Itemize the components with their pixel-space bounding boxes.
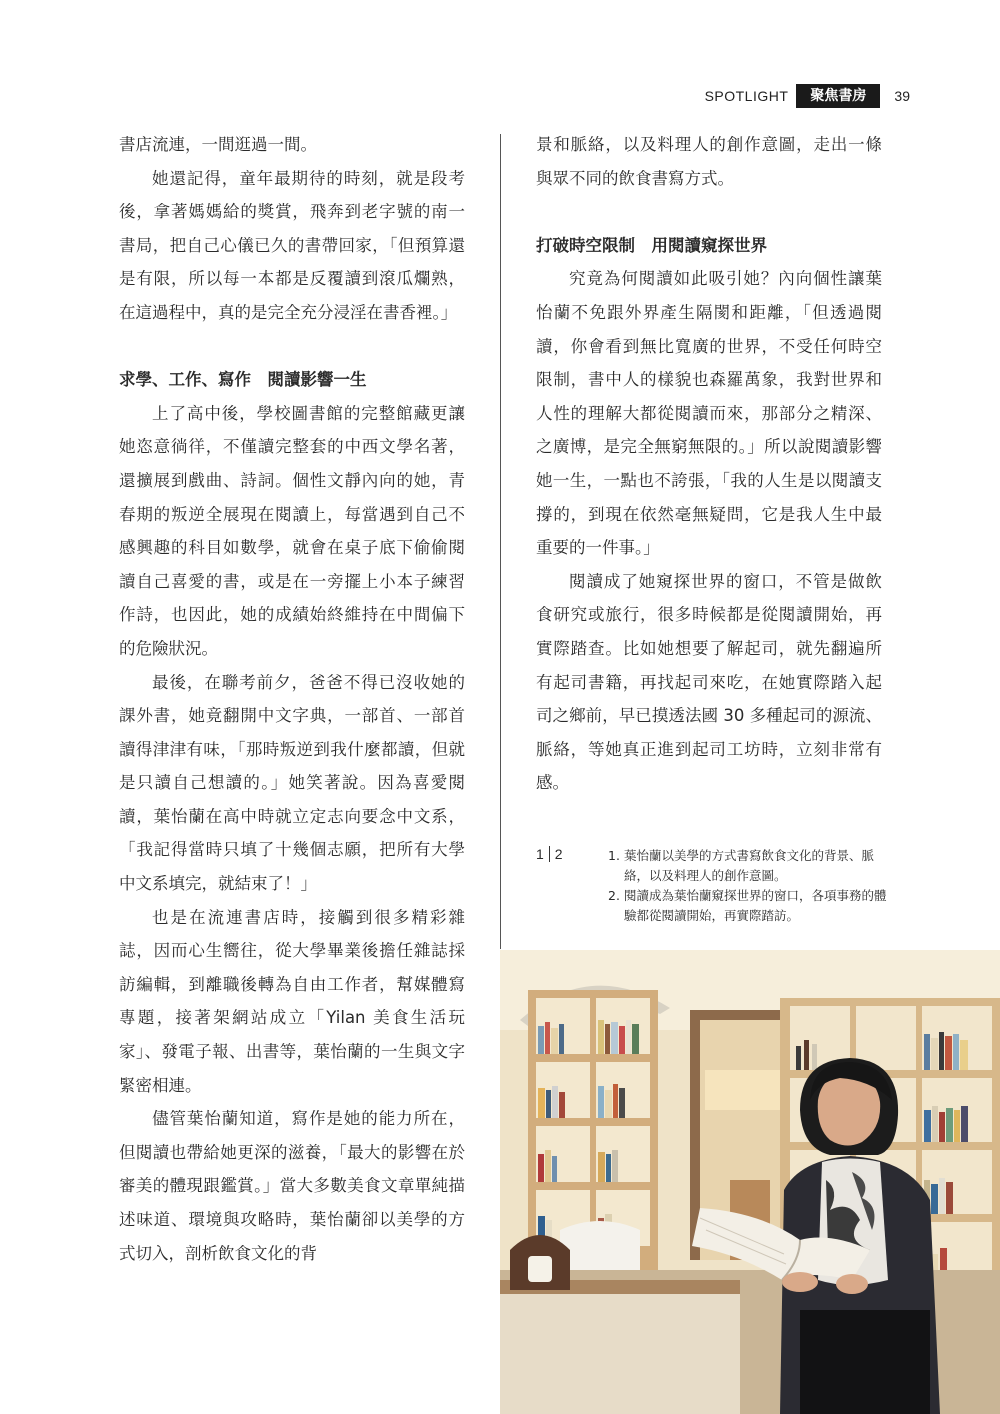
column-divider xyxy=(500,134,501,949)
caption-item: 1. 葉怡蘭以美學的方式書寫飲食文化的背景、脈絡，以及料理人的創作意圖。 xyxy=(608,848,875,883)
section-heading: 打破時空限制 用閱讀窺探世界 xyxy=(536,235,767,255)
section-label: SPOTLIGHT xyxy=(704,88,789,104)
photo-woman-reading-in-library xyxy=(500,950,1000,1414)
column-name-badge: 聚焦書房 xyxy=(796,84,880,108)
paragraph: 景和脈絡，以及料理人的創作意圖，走出一條與眾不同的飲食書寫方式。 xyxy=(536,135,882,188)
paragraph: 上了高中後，學校圖書館的完整館藏更讓她恣意徜徉，不僅讀完整套的中西文學名著，還擴展到戲曲、詩詞。個性文靜內向的她，青春期的叛逆全展現在閱讀上，每當遇到自己不感興趣的科目如數學，就會在桌子底下偷偷閱讀自己喜愛的書，或是在一旁擺上小本子練習作詩，也因此，她的成績始終維持在中間偏下的危險狀況。 xyxy=(119,403,465,658)
paragraph: 也是在流連書店時，接觸到很多精彩雜誌，因而心生嚮往，從大學畢業後擔任雜誌採訪編輯，到離職後轉為自由工作者，幫媒體寫專題，接著架網站成立「Yilan 美食生活玩家」、發電子報、出書等，葉怡蘭的一生與文字緊密相連。 xyxy=(119,907,465,1095)
left-text-column xyxy=(119,128,465,1270)
paragraph: 她還記得，童年最期待的時刻，就是段考後，拿著媽媽給的獎賞，飛奔到老字號的南一書局，把自己心儀已久的書帶回家，「但預算還是有限，所以每一本都是反覆讀到滾瓜爛熟，在這過程中，真的是完全充分浸淫在書香裡。」 xyxy=(119,168,465,322)
section-heading: 求學、工作、寫作 閱讀影響一生 xyxy=(119,370,367,390)
paragraph: 儘管葉怡蘭知道，寫作是她的能力所在，但閱讀也帶給她更深的滋養，「最大的影響在於審美的體現跟鑑賞。」當大多數美食文章單純描述味道、環境與攻略時，葉怡蘭卻以美學的方式切入，剖析飲食文化的背 xyxy=(119,1109,465,1263)
caption-item: 2. 閱讀成為葉怡蘭窺探世界的窗口，各項事務的體驗都從閱讀開始，再實際踏訪。 xyxy=(608,888,887,923)
running-header xyxy=(705,84,910,108)
paragraph: 書店流連，一間逛過一間。 xyxy=(119,135,317,154)
right-text-column xyxy=(536,128,882,800)
page-number: 39 xyxy=(894,88,910,104)
caption-numbers xyxy=(536,846,563,862)
caption-number: 1 xyxy=(536,846,544,862)
paragraph: 究竟為何閱讀如此吸引她？內向個性讓葉怡蘭不免跟外界產生隔閡和距離，「但透過閱讀，你會看到無比寬廣的世界，不受任何時空限制，書中人的樣貌也森羅萬象，我對世界和人性的理解大都從閱讀而來，那部分之精深、之廣博，是完全無窮無限的。」所以說閱讀影響她一生，一點也不誇張，「我的人生是以閱讀支撐的，到現在依然毫無疑問，它是我人生中最重要的一件事。」 xyxy=(536,269,882,558)
caption-number: 2 xyxy=(554,846,563,862)
paragraph: 最後，在聯考前夕，爸爸不得已沒收她的課外書，她竟翻開中文字典，一部首、一部首讀得津津有味，「那時叛逆到我什麼都讀，但就是只讀自己想讀的。」她笑著說。因為喜愛閱讀，葉怡蘭在高中時就立定志向要念中文系，「我記得當時只填了十幾個志願，把所有大學中文系填完，就結束了！」 xyxy=(119,672,465,894)
paragraph: 閱讀成了她窺探世界的窗口，不管是做飲食研究或旅行，很多時候都是從閱讀開始，再實際踏查。比如她想要了解起司，就先翻遍所有起司書籍，再找起司來吃，在她實際踏入起司之鄉前，早已摸透法國 30 多種起司的源流、脈絡，等她真正進到起司工坊時，立刻非常有感。 xyxy=(536,571,882,793)
